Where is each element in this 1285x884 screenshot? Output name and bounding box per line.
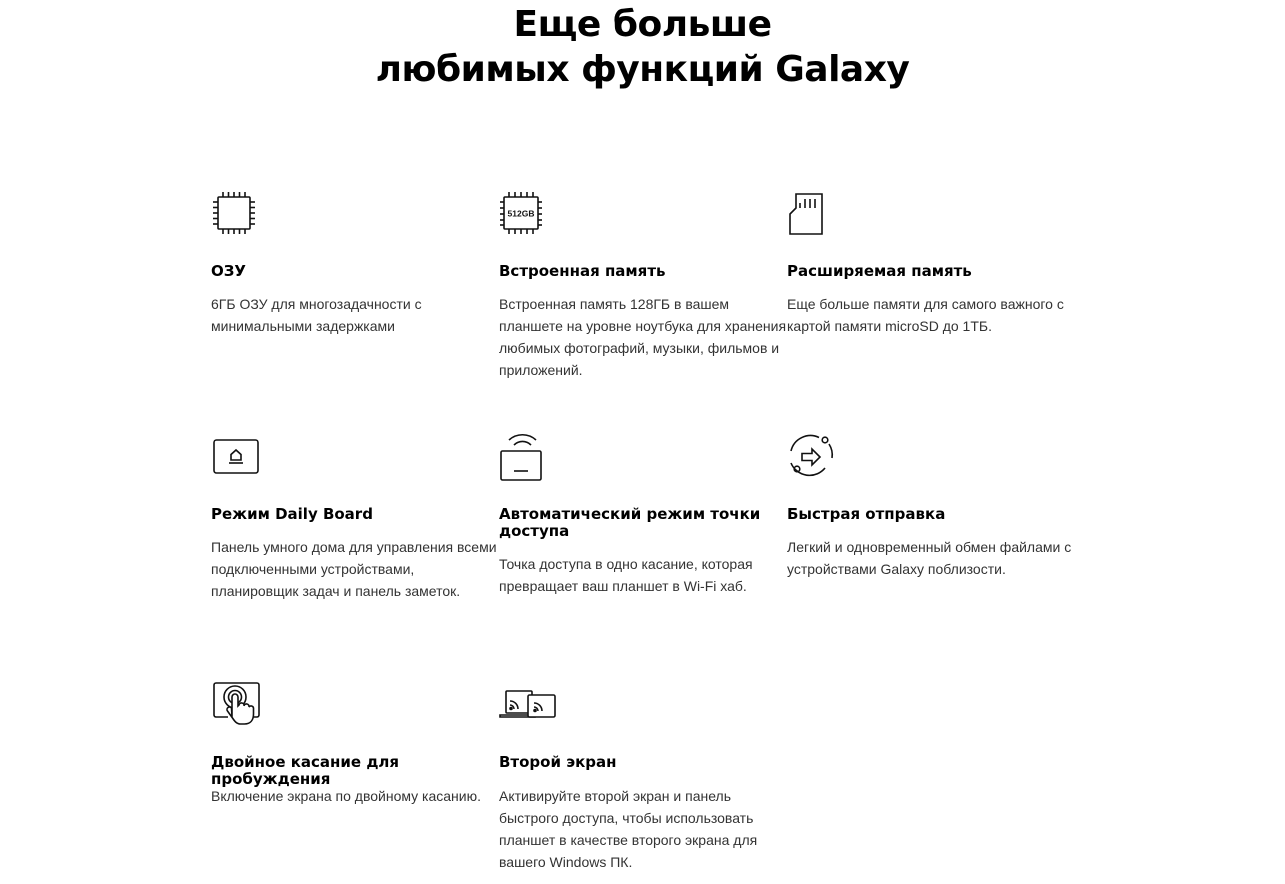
storage-chip-icon bbox=[499, 186, 551, 238]
feature-title: Режим Daily Board bbox=[211, 505, 373, 523]
ram-chip-icon bbox=[211, 186, 263, 238]
storage-chip-label: 512GB bbox=[507, 208, 535, 219]
page-title-line-2: любимых функций Galaxy bbox=[375, 49, 910, 90]
tablet-home-icon bbox=[211, 429, 263, 481]
feature-description: Встроенная память 128ГБ в вашем планшете на уровне ноутбука для хранения любимых фотографий, музыки, фильмов и приложений. bbox=[499, 296, 787, 378]
feature-description: Панель умного дома для управления всеми подключенными устройствами, планировщик задач и панель заметок. bbox=[211, 539, 497, 599]
feature-title: Автоматический режим точки доступа bbox=[499, 505, 761, 540]
feature-description: Активируйте второй экран и панель быстрого доступа, чтобы использовать планшет в качестве второго экрана для вашего Windows ПК. bbox=[499, 788, 758, 870]
feature-title: Расширяемая память bbox=[787, 262, 972, 280]
quick-share-icon bbox=[787, 429, 839, 481]
second-screen-icon bbox=[499, 677, 551, 729]
feature-title: Второй экран bbox=[499, 753, 617, 771]
page-title bbox=[0, 2, 1285, 92]
feature-description: 6ГБ ОЗУ для многозадачности с минимальными задержками bbox=[211, 296, 422, 334]
feature-title: ОЗУ bbox=[211, 262, 246, 280]
double-tap-icon bbox=[211, 677, 263, 729]
feature-title: Встроенная память bbox=[499, 262, 666, 280]
feature-description: Еще больше памяти для самого важного с картой памяти microSD до 1ТБ. bbox=[787, 296, 1064, 334]
feature-description: Включение экрана по двойному касанию. bbox=[211, 788, 481, 804]
page-title-line-1: Еще больше bbox=[513, 4, 772, 45]
tablet-hotspot-icon bbox=[499, 429, 551, 481]
feature-title: Двойное касание для пробуждения bbox=[211, 753, 400, 788]
feature-title: Быстрая отправка bbox=[787, 505, 946, 523]
feature-description: Легкий и одновременный обмен файлами с устройствами Galaxy поблизости. bbox=[787, 539, 1072, 577]
feature-description: Точка доступа в одно касание, которая превращает ваш планшет в Wi-Fi хаб. bbox=[499, 556, 753, 594]
microsd-card-icon bbox=[787, 186, 839, 238]
